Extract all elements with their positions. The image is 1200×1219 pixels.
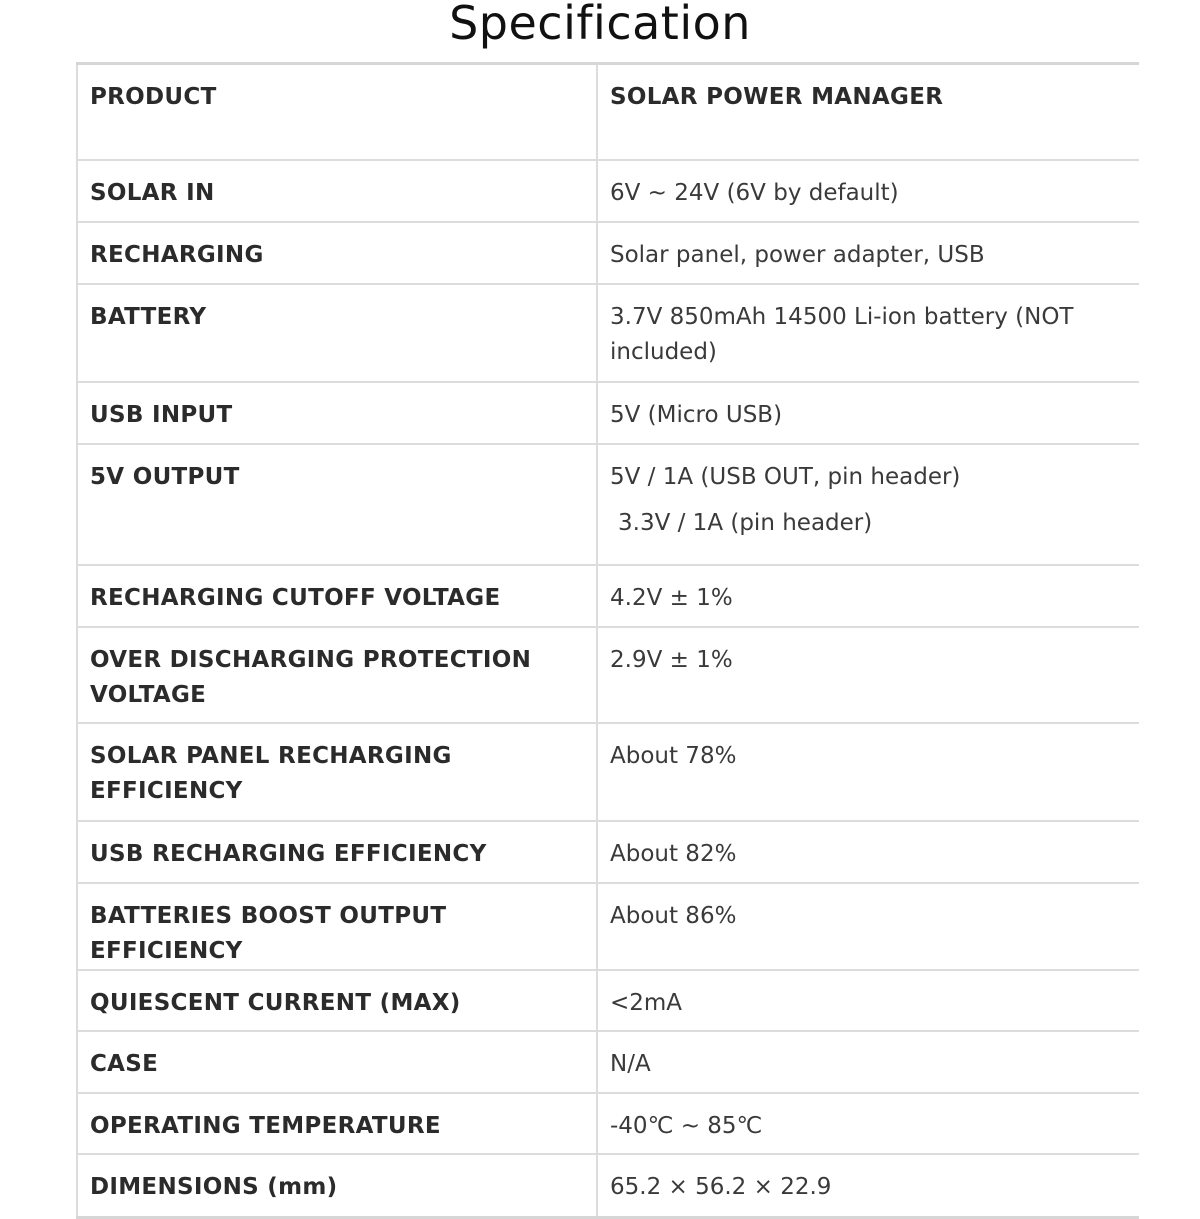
spec-value: 6V ~ 24V (6V by default) <box>597 160 1139 222</box>
spec-key: USB INPUT <box>77 382 597 444</box>
spec-key: BATTERY <box>77 284 597 382</box>
spec-value: 5V (Micro USB) <box>597 382 1139 444</box>
table-row <box>77 1154 1139 1218</box>
spec-value: 65.2 × 56.2 × 22.9 <box>597 1154 1139 1218</box>
spec-value <box>597 444 1139 565</box>
table-row <box>77 821 1139 883</box>
spec-value: -40℃ ~ 85℃ <box>597 1093 1139 1154</box>
spec-key: CASE <box>77 1031 597 1093</box>
table-row <box>77 382 1139 444</box>
spec-key: SOLAR IN <box>77 160 597 222</box>
spec-value-line: 5V / 1A (USB OUT, pin header) <box>610 463 961 490</box>
spec-key: OVER DISCHARGING PROTECTION VOLTAGE <box>77 627 597 723</box>
table-row <box>77 723 1139 821</box>
spec-key: SOLAR PANEL RECHARGING EFFICIENCY <box>77 723 597 821</box>
table-row <box>77 565 1139 627</box>
spec-value: 2.9V ± 1% <box>597 627 1139 723</box>
table-row <box>77 627 1139 723</box>
spec-value: About 78% <box>597 723 1139 821</box>
spec-key: RECHARGING <box>77 222 597 284</box>
spec-key: RECHARGING CUTOFF VOLTAGE <box>77 565 597 627</box>
table-row <box>77 284 1139 382</box>
spec-key: DIMENSIONS (mm) <box>77 1154 597 1218</box>
spec-key: USB RECHARGING EFFICIENCY <box>77 821 597 883</box>
page-title: Specification <box>449 0 751 50</box>
spec-key: BATTERIES BOOST OUTPUT EFFICIENCY <box>77 883 597 970</box>
spec-value: SOLAR POWER MANAGER <box>597 64 1139 160</box>
spec-key: 5V OUTPUT <box>77 444 597 565</box>
table-row <box>77 1093 1139 1154</box>
spec-value: About 86% <box>597 883 1139 970</box>
spec-value: About 82% <box>597 821 1139 883</box>
spec-value: N/A <box>597 1031 1139 1093</box>
spec-value: 4.2V ± 1% <box>597 565 1139 627</box>
table-row <box>77 1031 1139 1093</box>
specification-table <box>76 62 1139 1219</box>
spec-value: Solar panel, power adapter, USB <box>597 222 1139 284</box>
table-row <box>77 970 1139 1031</box>
table-row <box>77 222 1139 284</box>
table-row <box>77 444 1139 565</box>
table-row <box>77 883 1139 970</box>
spec-key: OPERATING TEMPERATURE <box>77 1093 597 1154</box>
spec-value: 3.7V 850mAh 14500 Li-ion battery (NOT included) <box>597 284 1139 382</box>
spec-key: QUIESCENT CURRENT (MAX) <box>77 970 597 1031</box>
table-row <box>77 160 1139 222</box>
spec-key: PRODUCT <box>77 64 597 160</box>
spec-value: <2mA <box>597 970 1139 1031</box>
spec-value-line: 3.3V / 1A (pin header) <box>618 509 873 536</box>
table-row-product <box>77 64 1139 160</box>
